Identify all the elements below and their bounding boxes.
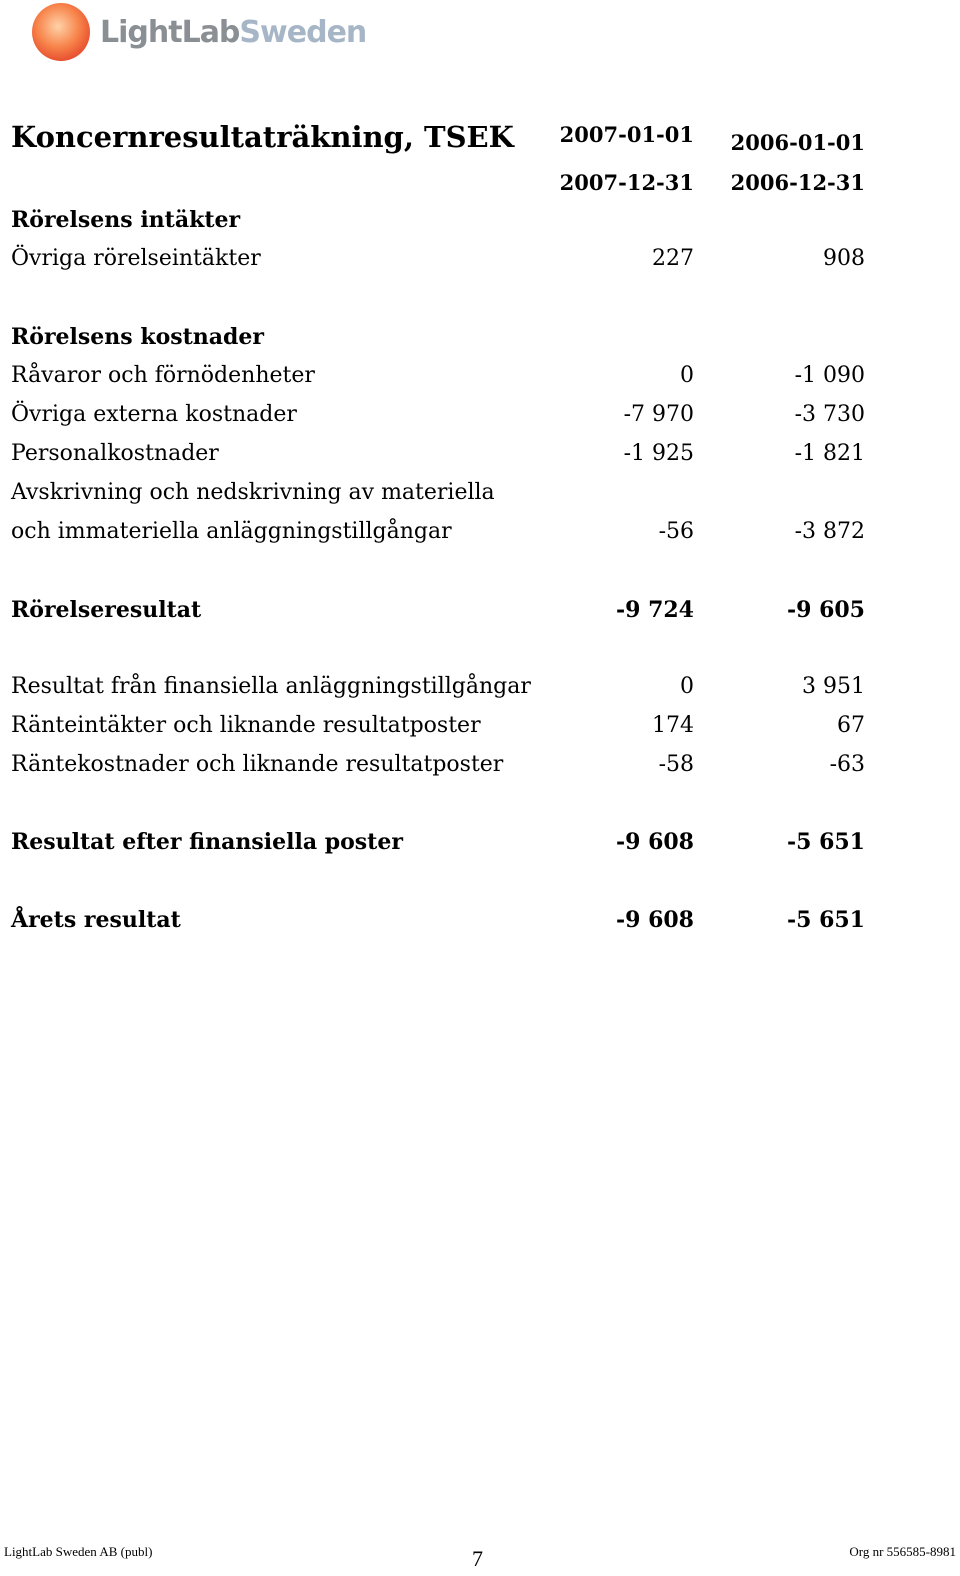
row-label: Resultat från finansiella anläggningstillgångar [11,674,531,699]
row-value-2006: -9 605 [786,597,865,623]
row-value-2007: -9 608 [615,829,694,855]
row-value-2007: 0 [680,674,694,699]
row-value-2007: -58 [658,752,694,777]
row-value-2006: 3 951 [802,674,865,699]
row-value-2006: -3 872 [794,519,865,544]
logo-text-part2: Sweden [239,14,367,50]
table-row [0,400,960,439]
row-label: Övriga rörelseintäkter [11,246,261,271]
row-label: Resultat efter finansiella poster [11,829,403,855]
company-logo [32,2,366,62]
page-number: 7 [472,1546,483,1571]
table-row-total [0,827,960,866]
period2-end: 2006-12-31 [730,170,865,195]
row-value-2006: -5 651 [786,907,865,933]
row-value-2006: -63 [829,752,865,777]
table-row [0,711,960,750]
row-value-2007: -9 724 [615,597,694,623]
row-value-2007: 174 [652,713,694,738]
table-row [0,205,960,244]
row-label: Årets resultat [11,907,181,933]
table-row-total [0,905,960,944]
table-row [0,672,960,711]
logo-circle-icon [32,3,90,61]
row-value-2006: -1 821 [794,441,865,466]
logo-wordmark [100,15,366,50]
row-label: Rörelsens intäkter [11,207,241,233]
row-label: och immateriella anläggningstillgångar [11,519,452,544]
row-value-2007: -56 [658,519,694,544]
row-label: Övriga externa kostnader [11,402,297,427]
footer-org-number: Org nr 556585-8981 [849,1544,956,1559]
statement-header-end [0,168,960,207]
footer-company: LightLab Sweden AB (publ) [4,1544,153,1559]
row-value-2006: -5 651 [786,829,865,855]
row-label: Rörelseresultat [11,597,202,623]
row-value-2007: -9 608 [615,907,694,933]
row-label: Ränteintäkter och liknande resultatposter [11,713,481,738]
row-value-2006: 67 [837,713,865,738]
table-row [0,478,960,517]
row-value-2007: 0 [680,363,694,388]
logo-text-part1: LightLab [100,14,240,50]
table-row [0,439,960,478]
statement-header [0,122,960,161]
period2-start: 2006-01-01 [730,130,865,155]
statement-title: Koncernresultaträkning, TSEK [11,120,514,154]
table-row [0,322,960,361]
period1-start: 2007-01-01 [559,122,694,147]
table-row [0,361,960,400]
table-row [0,517,960,556]
row-value-2006: 908 [823,246,865,271]
row-value-2007: 227 [652,246,694,271]
row-value-2007: -1 925 [623,441,694,466]
row-label: Råvaror och förnödenheter [11,363,315,388]
row-label: Avskrivning och nedskrivning av materiella [11,480,495,505]
row-label: Räntekostnader och liknande resultatposter [11,752,504,777]
row-label: Personalkostnader [11,441,219,466]
row-value-2007: -7 970 [623,402,694,427]
row-value-2006: -3 730 [794,402,865,427]
table-row [0,750,960,789]
row-value-2006: -1 090 [794,363,865,388]
row-label: Rörelsens kostnader [11,324,265,350]
period1-end: 2007-12-31 [559,170,694,195]
table-row-total [0,595,960,634]
table-row [0,244,960,283]
